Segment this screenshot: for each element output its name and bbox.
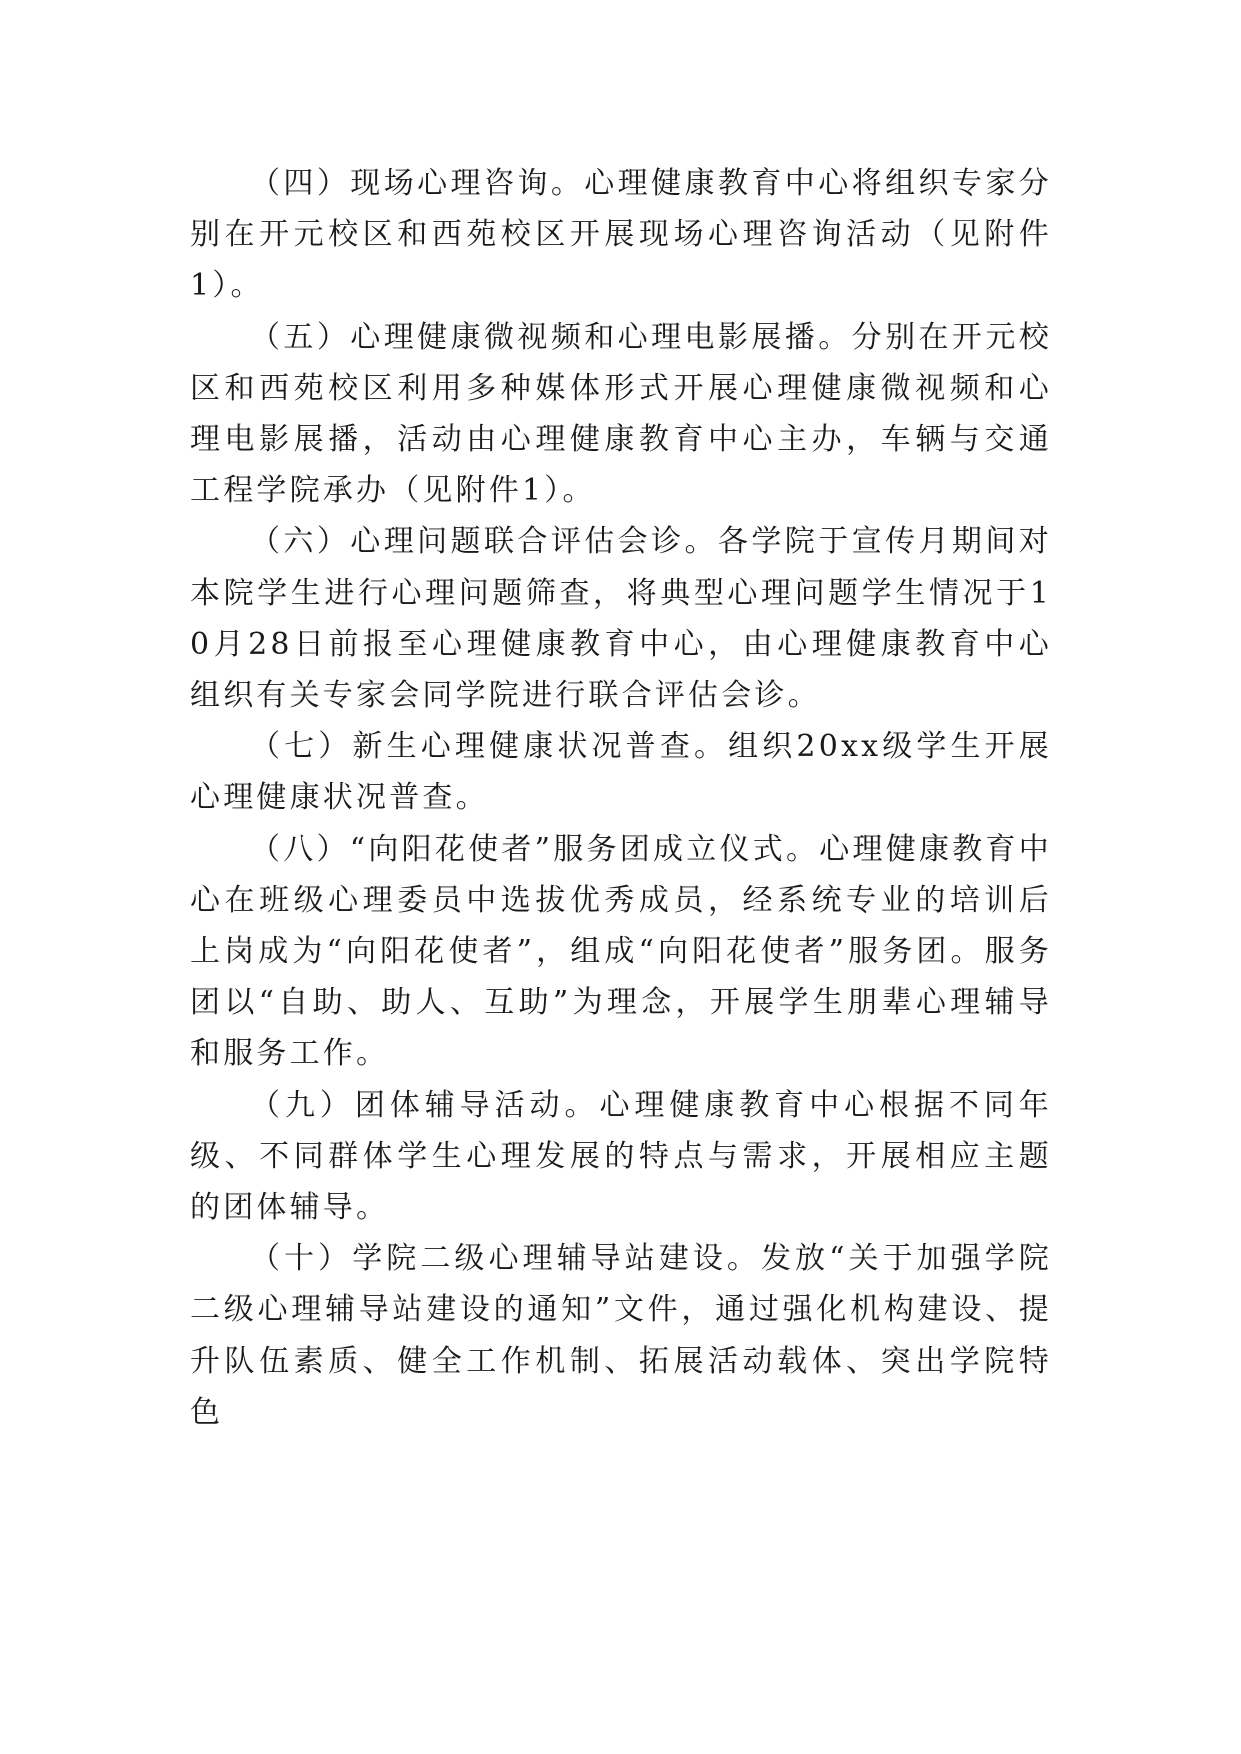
paragraph-4-onsite-counseling: （四）现场心理咨询。心理健康教育中心将组织专家分别在开元校区和西苑校区开展现场心理咨询活动（见附件1）。 — [190, 166, 1052, 304]
document-body — [190, 158, 1052, 1438]
paragraph-8-sunflower-envoys: （八）“向阳花使者”服务团成立仪式。心理健康教育中心在班级心理委员中选拔优秀成员，经系统专业的培训后上岗成为“向阳花使者”，组成“向阳花使者”服务团。服务团以“自助、助人、互助”为理念，开展学生朋辈心理辅导和服务工作。 — [190, 831, 1052, 1072]
paragraph-10-counseling-stations: （十）学院二级心理辅导站建设。发放“关于加强学院二级心理辅导站建设的通知”文件，通过强化机构建设、提升队伍素质、健全工作机制、拓展活动载体、突出学院特色 — [190, 1241, 1052, 1430]
paragraph-5-video-screening: （五）心理健康微视频和心理电影展播。分别在开元校区和西苑校区利用多种媒体形式开展心理健康微视频和心理电影展播，活动由心理健康教育中心主办，车辆与交通工程学院承办（见附件1）。 — [190, 319, 1052, 509]
paragraph-6-joint-assessment: （六）心理问题联合评估会诊。各学院于宣传月期间对本院学生进行心理问题筛查，将典型心理问题学生情况于10月28日前报至心理健康教育中心，由心理健康教育中心组织有关专家会同学院进行联合评估会诊。 — [190, 524, 1052, 714]
paragraph-9-group-counseling: （九）团体辅导活动。心理健康教育中心根据不同年级、不同群体学生心理发展的特点与需求，开展相应主题的团体辅导。 — [190, 1087, 1052, 1226]
paragraph-7-freshman-survey: （七）新生心理健康状况普查。组织20xx级学生开展心理健康状况普查。 — [190, 729, 1052, 816]
